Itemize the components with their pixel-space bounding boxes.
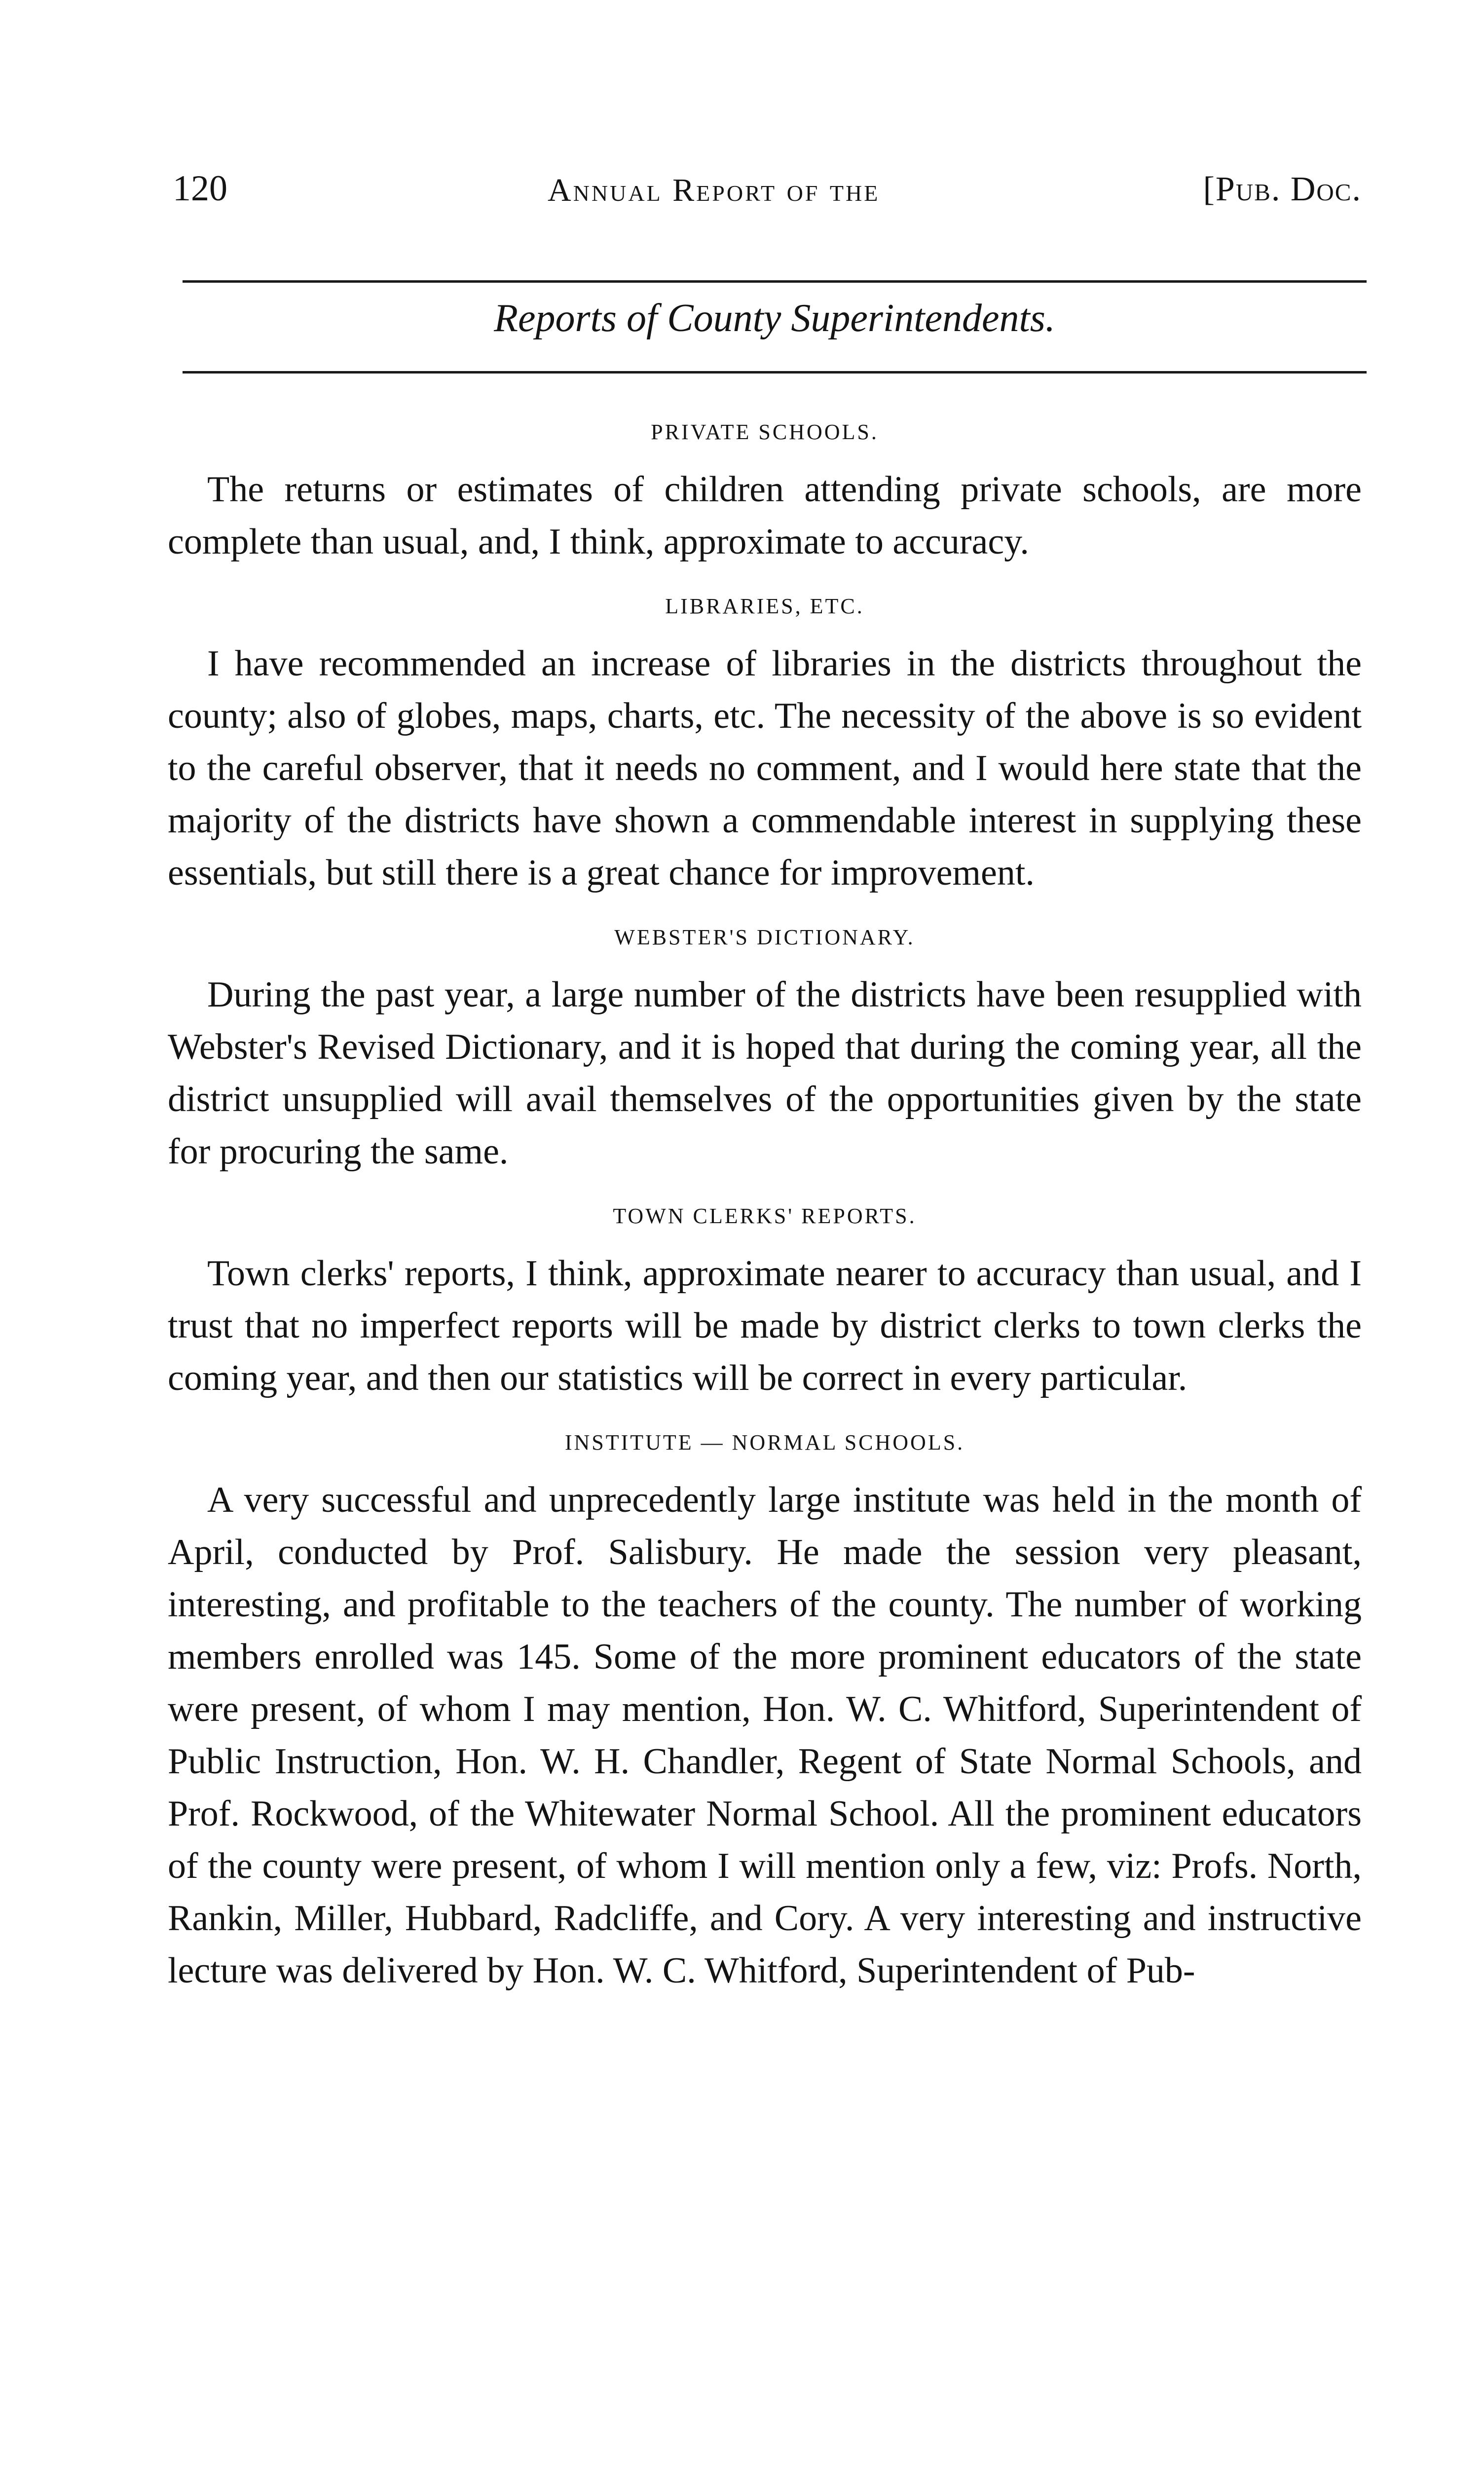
section-heading-private-schools: PRIVATE SCHOOLS. — [651, 420, 879, 444]
page-header — [173, 168, 1362, 222]
paragraph-websters-dictionary: During the past year, a large number of the districts have been resupplied with Webster's Revised Dictionary, and it is hoped that during the coming year, all the district unsupplied will avail themselves of the opportunities given by the state for procuring the same. — [168, 974, 1362, 1172]
paragraph-town-clerks-reports: Town clerks' reports, I think, approximate nearer to accuracy than usual, and I trust that no imperfect reports will be made by district clerks to town clerks the coming year, and then our statistics will be correct in every particular. — [168, 1253, 1362, 1398]
header-rule-top — [183, 280, 1367, 283]
paragraph-institute-normal-schools: A very successful and unprecedently large institute was held in the month of April, conducted by Prof. Salisbury. He made the session very pleasant, interesting, and profitable to the teachers of the county. The number of working members enrolled was 145. Some of the more prominent educators of the state were present, of whom I may mention, Hon. W. C. Whitford, Superintendent of Public Instruction, Hon. W. H. Chandler, Regent of State Normal Schools, and Prof. Rockwood, of the Whitewater Normal School. All the prominent educators of the county were present, of whom I will mention only a few, viz: Profs. North, Rankin, Miller, Hubbard, Radcliffe, and Cory. A very interesting and instructive lecture was delivered by Hon. W. C. Whitford, Superintendent of Pub- — [168, 1480, 1362, 1991]
document-label: [Pub. Doc. — [1203, 170, 1362, 208]
running-title: Annual Report of the — [548, 172, 880, 208]
section-heading-websters-dictionary: WEBSTER'S DICTIONARY. — [614, 925, 915, 949]
header-rule-bottom — [183, 371, 1367, 374]
paragraph-libraries: I have recommended an increase of libraries in the districts throughout the county; also of globes, maps, charts, etc. The necessity of the above is so evident to the careful observer, that it needs no comment, and I would here state that the majority of the districts have shown a commendable interest in supplying these essentials, but still there is a great chance for improvement. — [168, 643, 1362, 893]
section-heading-town-clerks-reports: TOWN CLERKS' REPORTS. — [613, 1204, 917, 1228]
section-heading-institute-normal-schools: INSTITUTE — NORMAL SCHOOLS. — [564, 1430, 965, 1455]
paragraph-private-schools: The returns or estimates of children attending private schools, are more complete than usual, and, I think, approximate to accuracy. — [168, 469, 1362, 562]
section-subhead: Reports of County Superintendents. — [494, 297, 1055, 340]
body-text — [168, 419, 1362, 1997]
section-heading-libraries: LIBRARIES, ETC. — [665, 594, 864, 618]
page-number: 120 — [173, 168, 227, 209]
